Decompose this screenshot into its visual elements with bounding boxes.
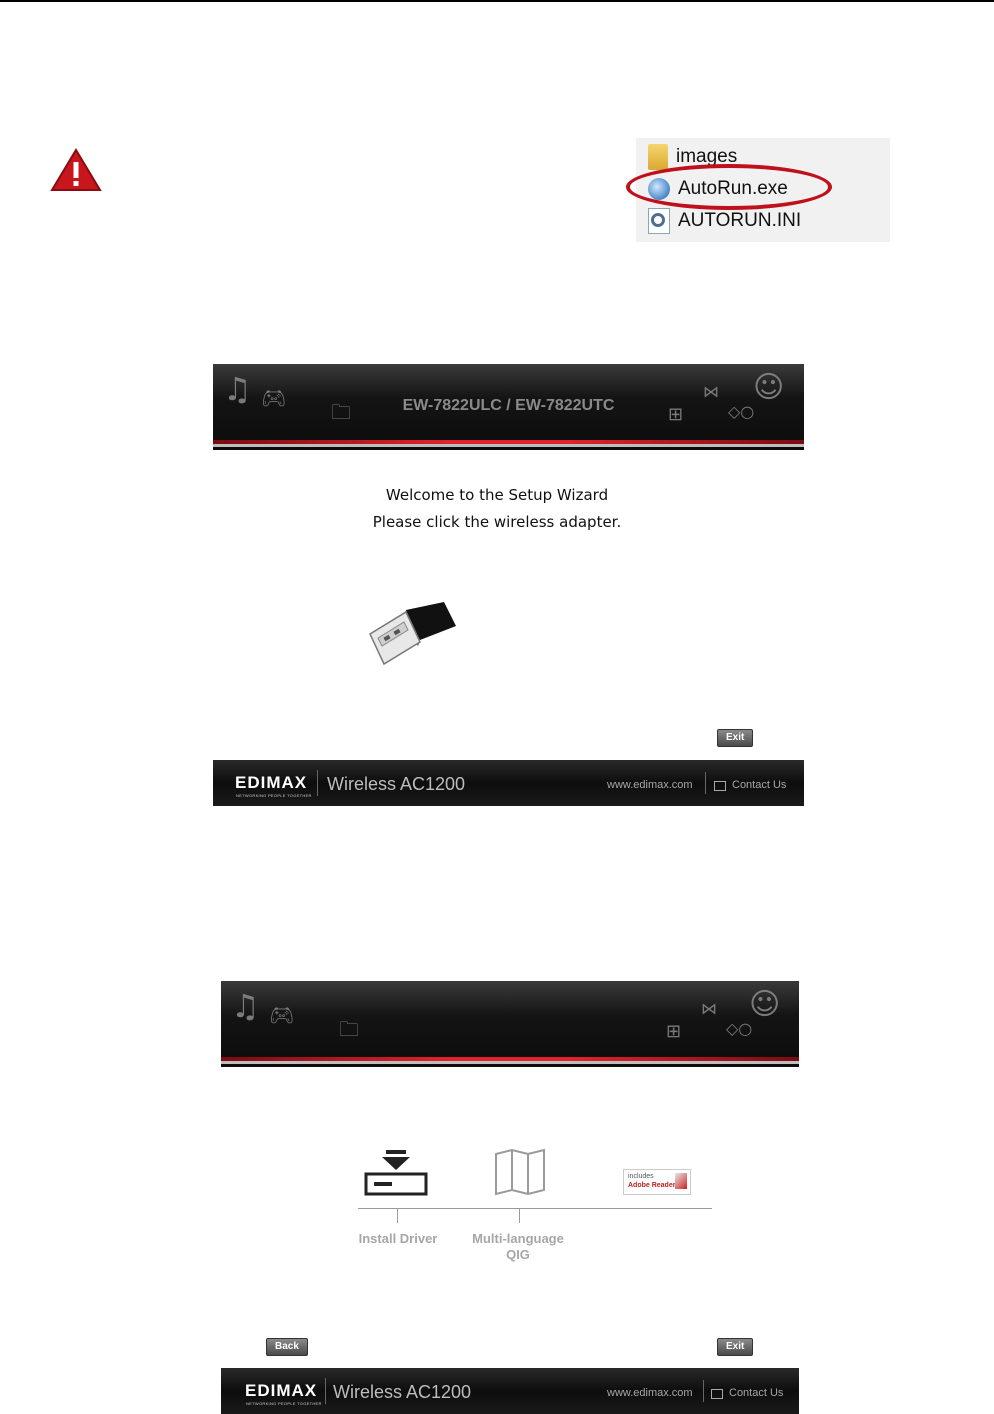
menu-footer-banner bbox=[221, 1368, 799, 1414]
adobe-reader-text: Adobe Reader bbox=[628, 1182, 676, 1189]
music-note-icon: ♫ bbox=[231, 987, 260, 1025]
wizard-footer-banner bbox=[213, 760, 804, 806]
smiley-hand-icon: ☺ bbox=[749, 987, 781, 1022]
network-icon: ⋈ bbox=[701, 999, 717, 1018]
website-link[interactable]: www.edimax.com bbox=[607, 1387, 693, 1399]
menu-tick bbox=[397, 1209, 398, 1223]
adobe-includes-text: includes bbox=[628, 1173, 654, 1180]
install-driver-icon[interactable] bbox=[364, 1150, 428, 1196]
edimax-tagline: NETWORKING PEOPLE TOGETHER bbox=[236, 793, 312, 798]
welcome-heading: Welcome to the Setup Wizard bbox=[385, 486, 609, 504]
edimax-tagline: NETWORKING PEOPLE TOGETHER bbox=[246, 1401, 322, 1406]
contact-us-link[interactable]: Contact Us bbox=[729, 1387, 784, 1399]
shapes-icon: ◇○ bbox=[728, 402, 755, 421]
adobe-logo-icon bbox=[675, 1173, 687, 1189]
footer-divider bbox=[705, 772, 706, 794]
ini-settings-icon bbox=[648, 208, 670, 234]
back-button[interactable]: Back bbox=[266, 1338, 308, 1356]
edimax-logo: EDIMAX bbox=[235, 773, 308, 792]
file-name: images bbox=[676, 146, 738, 167]
menu-baseline bbox=[358, 1208, 712, 1209]
footer-divider bbox=[703, 1380, 704, 1402]
banner-grey-stripe bbox=[221, 1061, 799, 1064]
puzzle-icon: ⊞ bbox=[666, 1021, 682, 1042]
folder-icon bbox=[648, 144, 668, 170]
music-note-icon: ♫ bbox=[223, 370, 252, 408]
product-name: Wireless AC1200 bbox=[327, 774, 466, 794]
file-name: AutoRun.exe bbox=[678, 178, 788, 199]
page-top-rule bbox=[0, 0, 994, 2]
menu-tick bbox=[519, 1209, 520, 1223]
banner-title: EW-7822ULC / EW-7822UTC bbox=[402, 397, 615, 414]
menu-header-banner bbox=[221, 981, 799, 1067]
folder-outline-icon: 🗀 bbox=[331, 400, 351, 424]
smiley-hand-icon: ☺ bbox=[753, 370, 785, 405]
edimax-logo: EDIMAX bbox=[245, 1381, 318, 1400]
multi-language-qig-label[interactable]: Multi-language QIG bbox=[472, 1231, 564, 1262]
exit-button[interactable]: Exit bbox=[717, 1338, 753, 1356]
file-name: AUTORUN.INI bbox=[678, 210, 802, 231]
usb-wireless-adapter-icon[interactable] bbox=[366, 600, 458, 670]
folder-outline-icon: 🗀 bbox=[339, 1017, 359, 1041]
welcome-instruction: Please click the wireless adapter. bbox=[372, 513, 622, 531]
gamepad-icon: 🎮︎ bbox=[269, 1003, 295, 1027]
shapes-icon: ◇○ bbox=[726, 1019, 753, 1038]
mail-icon bbox=[711, 1389, 723, 1399]
footer-divider bbox=[317, 770, 318, 796]
product-name: Wireless AC1200 bbox=[333, 1382, 472, 1402]
wizard-header-banner bbox=[213, 364, 804, 450]
website-link[interactable]: www.edimax.com bbox=[607, 779, 693, 791]
banner-grey-stripe bbox=[213, 444, 804, 447]
puzzle-icon: ⊞ bbox=[668, 404, 684, 425]
file-item-autorun-ini[interactable] bbox=[648, 206, 801, 236]
mail-icon bbox=[714, 781, 726, 791]
network-icon: ⋈ bbox=[703, 382, 719, 401]
footer-divider bbox=[325, 1378, 326, 1404]
exit-button[interactable]: Exit bbox=[717, 729, 753, 747]
highlight-ellipse bbox=[626, 164, 832, 210]
gamepad-icon: 🎮︎ bbox=[261, 386, 287, 410]
contact-us-link[interactable]: Contact Us bbox=[732, 779, 787, 791]
warning-icon bbox=[50, 148, 102, 192]
multi-language-qig-icon[interactable] bbox=[494, 1148, 546, 1196]
adobe-reader-badge[interactable] bbox=[623, 1169, 691, 1195]
install-driver-label[interactable]: Install Driver bbox=[358, 1231, 438, 1246]
